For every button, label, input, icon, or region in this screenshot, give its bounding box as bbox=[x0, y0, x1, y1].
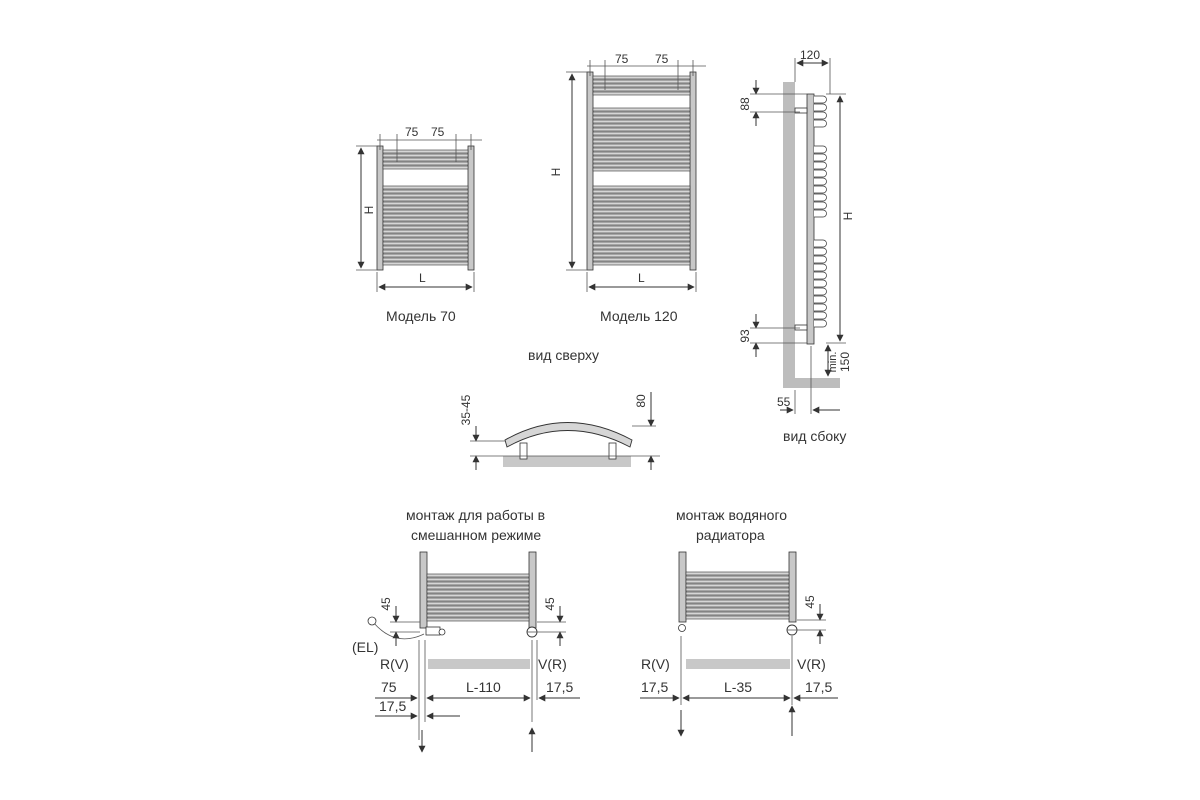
mixed-install-left-offset-inner: 17,5 bbox=[379, 698, 407, 714]
side-view-depth-label: 120 bbox=[800, 48, 821, 62]
rail-bar bbox=[686, 592, 789, 595]
model-70-height-label: H bbox=[362, 205, 376, 215]
rail-bar bbox=[383, 150, 468, 153]
rail-bar bbox=[383, 194, 468, 197]
rail-bar bbox=[383, 202, 468, 205]
rail-bar bbox=[427, 586, 529, 589]
side-view-wall bbox=[783, 82, 795, 388]
rail-profile bbox=[814, 178, 827, 185]
rail-bar bbox=[383, 262, 468, 265]
model-120-top-bars bbox=[593, 76, 690, 95]
rail-bar bbox=[383, 222, 468, 225]
power-cable bbox=[373, 622, 424, 639]
rail-bar bbox=[593, 202, 690, 205]
mixed-install-left-port: R(V) bbox=[380, 656, 409, 672]
rail-bar bbox=[686, 616, 789, 619]
mixed-install-bars bbox=[427, 574, 529, 621]
rail-bar bbox=[427, 590, 529, 593]
model-70-caption: Модель 70 bbox=[386, 308, 456, 324]
side-view-caption: вид сбоку bbox=[783, 428, 847, 444]
side-view-drawing bbox=[738, 48, 855, 444]
model-70-upper-bars bbox=[383, 150, 468, 169]
rail-bar bbox=[593, 80, 690, 83]
model-70-drawing bbox=[356, 125, 482, 324]
rail-bar bbox=[593, 116, 690, 119]
mixed-install-right-offset: 17,5 bbox=[546, 679, 574, 695]
side-view-post bbox=[807, 94, 814, 344]
model-70-right-post bbox=[468, 146, 474, 270]
rail-bar bbox=[686, 608, 789, 611]
water-install-left-valve-icon bbox=[679, 625, 686, 632]
model-70-left-post bbox=[377, 146, 383, 270]
rail-bar bbox=[427, 582, 529, 585]
rail-bar bbox=[593, 164, 690, 167]
rail-profile bbox=[814, 210, 827, 217]
rail-bar bbox=[427, 606, 529, 609]
mixed-install-left-offset: 75 bbox=[381, 679, 397, 695]
rail-bar bbox=[593, 84, 690, 87]
rail-bar bbox=[593, 124, 690, 127]
rail-bar bbox=[593, 234, 690, 237]
mixed-install-center-distance: L-110 bbox=[466, 679, 501, 695]
rail-profile bbox=[814, 186, 827, 193]
side-view-height-label: H bbox=[841, 211, 855, 221]
rail-bar bbox=[593, 92, 690, 95]
rail-profile bbox=[814, 202, 827, 209]
rail-bar bbox=[593, 226, 690, 229]
rail-bar bbox=[383, 186, 468, 189]
rail-bar bbox=[427, 574, 529, 577]
model-70-length-label: L bbox=[419, 271, 426, 285]
rail-profile bbox=[814, 320, 827, 327]
rail-profile bbox=[814, 154, 827, 161]
rail-profile bbox=[814, 280, 827, 287]
model-70-spacing-left: 75 bbox=[405, 125, 419, 139]
side-view-top-offset: 88 bbox=[738, 97, 752, 111]
mixed-install-right-port: V(R) bbox=[538, 656, 567, 672]
rail-bar bbox=[383, 198, 468, 201]
rail-bar bbox=[593, 190, 690, 193]
rail-bar bbox=[593, 242, 690, 245]
rail-bar bbox=[427, 594, 529, 597]
rail-profile bbox=[814, 272, 827, 279]
mixed-install-left-post bbox=[420, 552, 427, 628]
rail-bar bbox=[686, 580, 789, 583]
rail-bar bbox=[383, 190, 468, 193]
rail-bar bbox=[427, 618, 529, 621]
water-install-drawing bbox=[640, 507, 838, 736]
rail-bar bbox=[383, 154, 468, 157]
model-120-caption: Модель 120 bbox=[600, 308, 678, 324]
water-install-left-post bbox=[679, 552, 686, 622]
rail-bar bbox=[383, 158, 468, 161]
rail-bar bbox=[383, 226, 468, 229]
rail-bar bbox=[593, 112, 690, 115]
rail-bar bbox=[686, 584, 789, 587]
rail-bar bbox=[593, 168, 690, 171]
water-install-bars bbox=[686, 572, 789, 619]
rail-profile bbox=[814, 112, 827, 119]
rail-bar bbox=[383, 230, 468, 233]
rail-bar bbox=[686, 576, 789, 579]
rail-bar bbox=[383, 162, 468, 165]
water-install-caption-line2: радиатора bbox=[696, 527, 765, 543]
side-view-floor-min: 150 bbox=[838, 351, 852, 373]
rail-bar bbox=[427, 602, 529, 605]
rail-bar bbox=[593, 140, 690, 143]
model-70-lower-bars bbox=[383, 186, 468, 265]
water-install-height-right: 45 bbox=[803, 595, 817, 609]
rail-profile bbox=[814, 162, 827, 169]
model-120-height-label: H bbox=[549, 167, 563, 177]
rail-bar bbox=[593, 160, 690, 163]
mixed-install-drawing bbox=[352, 507, 580, 752]
rail-bar bbox=[593, 254, 690, 257]
rail-profile bbox=[814, 240, 827, 247]
mixed-install-right-post bbox=[529, 552, 536, 628]
rail-bar bbox=[686, 588, 789, 591]
rail-profile bbox=[814, 170, 827, 177]
rail-bar bbox=[593, 198, 690, 201]
rail-profile bbox=[814, 146, 827, 153]
model-120-length-label: L bbox=[638, 271, 645, 285]
rail-bar bbox=[593, 262, 690, 265]
rail-bar bbox=[593, 222, 690, 225]
water-install-right-offset: 17,5 bbox=[805, 679, 833, 695]
rail-bar bbox=[383, 234, 468, 237]
power-plug-icon bbox=[368, 617, 376, 625]
rail-bar bbox=[593, 128, 690, 131]
rail-bar bbox=[593, 120, 690, 123]
heating-element-connector bbox=[439, 629, 445, 635]
rail-bar bbox=[593, 194, 690, 197]
rail-profile bbox=[814, 264, 827, 271]
model-120-left-post bbox=[587, 72, 593, 270]
rail-profile bbox=[814, 248, 827, 255]
water-install-left-offset: 17,5 bbox=[641, 679, 669, 695]
rail-bar bbox=[686, 600, 789, 603]
rail-bar bbox=[686, 572, 789, 575]
model-120-drawing bbox=[549, 52, 706, 324]
top-view-drawing bbox=[459, 347, 660, 470]
rail-profile bbox=[814, 104, 827, 111]
rail-bar bbox=[593, 246, 690, 249]
side-view-min-label: min. bbox=[827, 351, 839, 373]
rail-bar bbox=[383, 238, 468, 241]
rail-bar bbox=[593, 250, 690, 253]
rail-bar bbox=[593, 156, 690, 159]
side-view-bottom-bracket bbox=[795, 325, 807, 330]
mixed-install-caption-line2: смешанном режиме bbox=[411, 527, 542, 543]
rail-bar bbox=[593, 218, 690, 221]
rail-bar bbox=[593, 108, 690, 111]
top-view-caption: вид сверху bbox=[528, 347, 600, 363]
rail-bar bbox=[383, 254, 468, 257]
rail-bar bbox=[593, 132, 690, 135]
rail-bar bbox=[383, 166, 468, 169]
model-120-middle-bars bbox=[593, 108, 690, 171]
side-view-floor bbox=[795, 378, 840, 388]
model-120-right-post bbox=[690, 72, 696, 270]
rail-bar bbox=[427, 598, 529, 601]
rail-profile bbox=[814, 304, 827, 311]
rail-bar bbox=[593, 144, 690, 147]
side-view-wall-gap: 55 bbox=[777, 395, 791, 409]
rail-bar bbox=[427, 614, 529, 617]
rail-bar bbox=[593, 210, 690, 213]
heating-element-plug bbox=[426, 627, 440, 635]
rail-profile bbox=[814, 96, 827, 103]
rail-bar bbox=[593, 206, 690, 209]
rail-bar bbox=[686, 604, 789, 607]
rail-profile bbox=[814, 288, 827, 295]
rail-bar bbox=[383, 258, 468, 261]
water-install-floor-bar bbox=[686, 659, 790, 669]
top-view-right-bracket bbox=[609, 443, 616, 459]
rail-profile bbox=[814, 256, 827, 263]
rail-bar bbox=[593, 148, 690, 151]
rail-bar bbox=[383, 250, 468, 253]
rail-bar bbox=[593, 214, 690, 217]
rail-bar bbox=[383, 246, 468, 249]
model-70-spacing-right: 75 bbox=[431, 125, 445, 139]
top-view-wall-distance: 35-45 bbox=[459, 394, 473, 426]
model-120-spacing-left: 75 bbox=[615, 52, 629, 66]
water-install-caption-line1: монтаж водяного bbox=[676, 507, 788, 523]
rail-bar bbox=[593, 186, 690, 189]
rail-bar bbox=[593, 88, 690, 91]
rail-profile bbox=[814, 312, 827, 319]
side-view-bottom-offset: 93 bbox=[738, 329, 752, 343]
mixed-install-height-right: 45 bbox=[543, 597, 557, 611]
rail-bar bbox=[427, 610, 529, 613]
rail-bar bbox=[383, 210, 468, 213]
rail-profile bbox=[814, 120, 827, 127]
rail-bar bbox=[593, 136, 690, 139]
rail-bar bbox=[427, 578, 529, 581]
water-install-center-distance: L-35 bbox=[724, 679, 753, 695]
model-120-bottom-bars bbox=[593, 186, 690, 265]
rail-bar bbox=[593, 152, 690, 155]
top-view-projection: 80 bbox=[634, 394, 648, 408]
rail-bar bbox=[593, 230, 690, 233]
rail-bar bbox=[593, 76, 690, 79]
rail-bar bbox=[593, 238, 690, 241]
rail-bar bbox=[383, 214, 468, 217]
model-120-spacing-right: 75 bbox=[655, 52, 669, 66]
mixed-install-height-left: 45 bbox=[379, 597, 393, 611]
side-view-bar-profiles bbox=[814, 96, 827, 327]
rail-bar bbox=[686, 596, 789, 599]
rail-bar bbox=[383, 206, 468, 209]
water-install-right-port: V(R) bbox=[797, 656, 826, 672]
top-view-left-bracket bbox=[520, 443, 527, 459]
rail-bar bbox=[686, 612, 789, 615]
water-install-right-post bbox=[789, 552, 796, 622]
rail-bar bbox=[383, 218, 468, 221]
water-install-left-port: R(V) bbox=[641, 656, 670, 672]
mixed-install-floor-bar bbox=[428, 659, 530, 669]
mixed-install-caption-line1: монтаж для работы в bbox=[406, 507, 546, 523]
rail-profile bbox=[814, 296, 827, 303]
mixed-install-electric-label: (EL) bbox=[352, 639, 379, 655]
rail-profile bbox=[814, 194, 827, 201]
rail-bar bbox=[383, 242, 468, 245]
rail-bar bbox=[593, 258, 690, 261]
